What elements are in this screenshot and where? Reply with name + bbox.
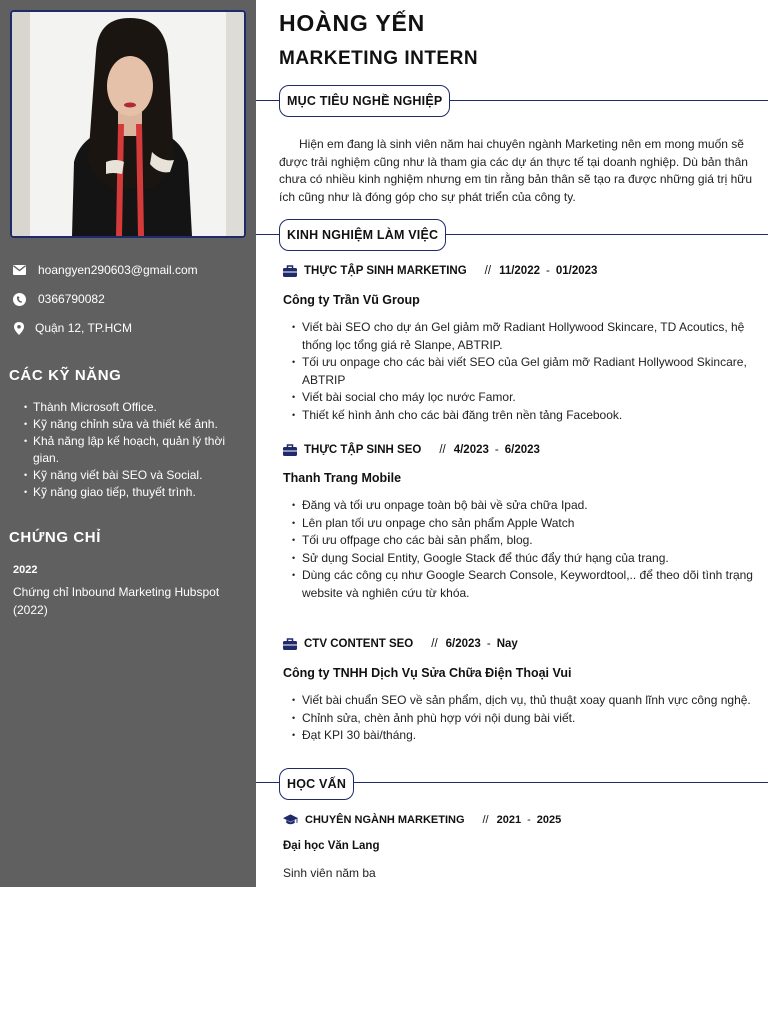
education-status: Sinh viên năm ba (283, 866, 376, 880)
education-major: CHUYÊN NGÀNH MARKETING (305, 814, 465, 826)
job-start: 4/2023 (453, 444, 489, 456)
job-task: • Dùng các công cụ như Google Search Console, Keywordtool,.. để theo dõi tình trạng website và nghiên cứu từ khóa. (292, 567, 762, 602)
profile-photo-image (12, 12, 244, 236)
job-task: • Thiết kế hình ảnh cho các bài đăng trên nền tảng Facebook. (292, 407, 762, 425)
job-company: Thanh Trang Mobile (283, 471, 402, 485)
job-position: THỰC TẬP SINH MARKETING (304, 265, 467, 277)
certificates-heading: CHỨNG CHỈ (9, 529, 102, 546)
briefcase-icon (283, 444, 297, 456)
job-separator: // (431, 638, 438, 650)
skill-item: • Thành Microsoft Office. (24, 399, 234, 416)
contact-address (12, 321, 132, 335)
email-text[interactable]: hoangyen290603@gmail.com (38, 263, 198, 277)
job-end: 01/2023 (555, 265, 598, 277)
job-company: Công ty Trần Vũ Group (283, 293, 420, 307)
contact-email (12, 263, 198, 277)
job-task: • Viết bài chuẩn SEO về sản phẩm, dịch vụ, thủ thuật xoay quanh lĩnh vực công nghệ. (292, 692, 762, 710)
job-task: • Viết bài social cho máy lọc nước Famor. (292, 389, 762, 407)
education-dash: - (527, 814, 531, 826)
job-tasks (292, 319, 762, 424)
location-pin-icon (12, 321, 26, 335)
job-tasks (292, 497, 762, 602)
job-separator: // (484, 265, 492, 277)
phone-icon (12, 292, 26, 306)
job-header (283, 265, 597, 277)
job-dash: - (494, 444, 499, 456)
job-header (283, 444, 540, 456)
phone-text[interactable]: 0366790082 (38, 292, 105, 306)
certificate-name: Chứng chỉ Inbound Marketing Hubspot (2022) (13, 585, 220, 617)
job-task: • Viết bài SEO cho dự án Gel giảm mỡ Radiant Hollywood Skincare, TD Acoutics, hệ thống lọc tổng giá rẻ Slanpe, ABTRIP. (292, 319, 762, 354)
education-school: Đại học Văn Lang (283, 840, 380, 852)
objective-heading: MỤC TIÊU NGHỀ NGHIỆP (279, 85, 450, 117)
education-separator: // (482, 814, 489, 826)
skills-heading: CÁC KỸ NĂNG (9, 367, 122, 384)
education-end: 2025 (536, 814, 562, 826)
job-task: • Tối ưu onpage cho các bài viết SEO của Gel giảm mỡ Radiant Hollywood Skincare, ABTRIP (292, 354, 762, 389)
job-end: 6/2023 (504, 444, 540, 456)
experience-heading: KINH NGHIỆM LÀM VIỆC (279, 219, 446, 251)
job-position: CTV CONTENT SEO (304, 638, 414, 650)
job-dash: - (546, 265, 550, 277)
job-header (283, 638, 518, 650)
job-end: Nay (496, 638, 518, 650)
address-text: Quận 12, TP.HCM (35, 321, 132, 335)
skill-item: • Kỹ năng viết bài SEO và Social. (24, 467, 234, 484)
skill-item: • Khả năng lập kế hoạch, quản lý thời gian. (24, 433, 234, 467)
job-separator: // (439, 444, 446, 456)
job-task: • Chỉnh sửa, chèn ảnh phù hợp với nội dung bài viết. (292, 710, 762, 728)
objective-text: Hiện em đang là sinh viên năm hai chuyên ngành Marketing nên em mong muốn sẽ được trải nghiệm cũng như là tham gia các dự án thực tế tại doanh nghiệp. Dù bản thân chưa có nhiều kinh nghiệm nhưng em tin rằng bản thân sẽ tạo ra được những giá trị hữu ích cũng như là đóng góp cho sự phát triển của công ty. (279, 137, 752, 204)
education-header (283, 814, 561, 826)
envelope-icon (12, 263, 26, 277)
candidate-name: HOÀNG YẾN (279, 10, 426, 36)
job-task: • Lên plan tối ưu onpage cho sản phẩm Apple Watch (292, 515, 762, 533)
skills-list (24, 399, 234, 501)
job-start: 6/2023 (445, 638, 481, 650)
profile-photo (10, 10, 246, 238)
certificate-year: 2022 (13, 564, 38, 576)
job-task: • Sử dụng Social Entity, Google Stack để thúc đẩy thứ hạng của trang. (292, 550, 762, 568)
education-start: 2021 (496, 814, 522, 826)
skill-item: • Kỹ năng giao tiếp, thuyết trình. (24, 484, 234, 501)
graduation-cap-icon (283, 814, 298, 826)
job-company: Công ty TNHH Dịch Vụ Sửa Chữa Điện Thoại Vui (283, 666, 572, 680)
sidebar (0, 0, 256, 887)
briefcase-icon (283, 265, 297, 277)
job-task: • Tối ưu offpage cho các bài sản phẩm, blog. (292, 532, 762, 550)
candidate-role: MARKETING INTERN (279, 48, 479, 69)
job-task: • Đăng và tối ưu onpage toàn bộ bài về sửa chữa Ipad. (292, 497, 762, 515)
job-start: 11/2022 (499, 265, 540, 277)
job-tasks (292, 692, 762, 745)
job-task: • Đạt KPI 30 bài/tháng. (292, 727, 762, 745)
job-dash: - (486, 638, 491, 650)
contact-phone (12, 292, 105, 306)
skill-item: • Kỹ năng chỉnh sửa và thiết kế ảnh. (24, 416, 234, 433)
education-heading: HỌC VẤN (279, 768, 354, 800)
briefcase-icon (283, 638, 297, 650)
job-position: THỰC TẬP SINH SEO (304, 444, 422, 456)
